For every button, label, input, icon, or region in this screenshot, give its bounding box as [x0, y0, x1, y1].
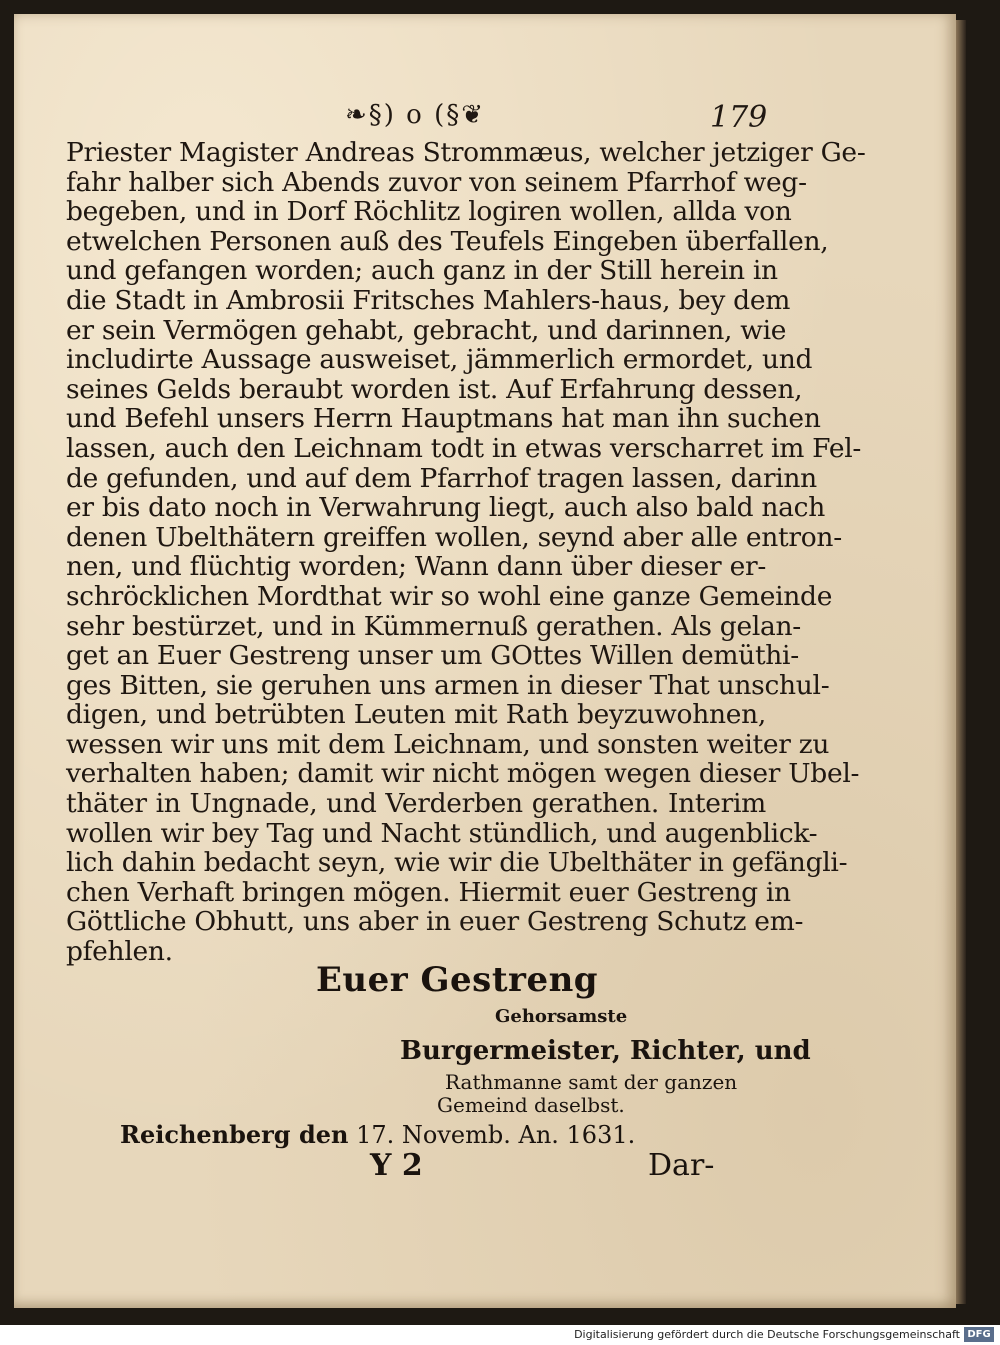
text-line: pfehlen.: [66, 936, 173, 968]
text-line: Priester Magister Andreas Strommæus, welcher jetziger Ge-: [66, 137, 866, 168]
text-line: schröcklichen Mordthat wir so wohl eine ganze Gemeinde: [66, 580, 833, 612]
closing-line-1: Gehorsamste: [495, 1006, 628, 1027]
text-line: seines Gelds beraubt worden ist. Auf Erfahrung dessen,: [66, 373, 803, 405]
text-line: verhalten haben; damit wir nicht mögen wegen dieser Ubel-: [66, 758, 860, 790]
closing-salutation: Euer Gestreng: [316, 960, 599, 1000]
text-line: includirte Aussage ausweiset, jämmerlich ermordet, und: [66, 344, 813, 376]
text-line: etwelchen Personen auß des Teufels Eingeben überfallen,: [66, 225, 829, 257]
text-line: begeben, und in Dorf Röchlitz logiren wollen, allda von: [66, 196, 792, 228]
text-line: er sein Vermögen gehabt, gebracht, und darinnen, wie: [66, 314, 787, 346]
text-line: thäter in Ungnade, und Verderben gerathen. Interim: [66, 788, 766, 820]
text-line: Göttliche Obhutt, uns aber in euer Gestreng Schutz em-: [66, 906, 804, 938]
text-line: sehr bestürzet, und in Kümmernuß gerathen. Als gelan-: [66, 610, 801, 642]
text-line: de gefunden, und auf dem Pfarrhof tragen lassen, darinn: [66, 462, 817, 494]
text-line: ges Bitten, sie geruhen uns armen in dieser That unschul-: [66, 669, 830, 701]
running-head: ❧§) o (§❦: [344, 100, 486, 130]
page-number: 179: [710, 100, 768, 135]
page-edge: [956, 20, 966, 1304]
text-line: fahr halber sich Abends zuvor von seinem Pfarrhof weg-: [66, 166, 807, 198]
closing-line-2: Burgermeister, Richter, und: [400, 1036, 811, 1066]
footer-bar: [0, 1325, 1000, 1345]
signature-mark: Y 2: [370, 1148, 423, 1183]
closing-line-4: Gemeind daselbst.: [437, 1093, 625, 1117]
text-line: und Befehl unsers Herrn Hauptmans hat man ihn suchen: [66, 403, 821, 435]
text-line: get an Euer Gestreng unser um GOttes Willen demüthi-: [66, 640, 799, 672]
text-line: und gefangen worden; auch ganz in der Still herein in: [66, 255, 778, 287]
text-line: lich dahin bedacht seyn, wie wir die Ubelthäter in gefängli-: [66, 847, 848, 879]
body-text: [66, 137, 866, 968]
date-line: [120, 1120, 635, 1149]
date-place: Reichenberg den: [120, 1120, 349, 1149]
text-line: die Stadt in Ambrosii Fritsches Mahlers-haus, bey dem: [66, 284, 791, 316]
text-line: wollen wir bey Tag und Nacht stündlich, und augenblick-: [66, 817, 818, 849]
text-line: lassen, auch den Leichnam todt in etwas verscharret im Fel-: [66, 432, 862, 464]
date-value: 17. Novemb. An. 1631.: [356, 1121, 636, 1149]
text-line: nen, und flüchtig worden; Wann dann über dieser er-: [66, 551, 766, 583]
text-line: chen Verhaft bringen mögen. Hiermit euer Gestreng in: [66, 876, 791, 908]
catchword: Dar-: [648, 1148, 715, 1183]
dfg-logo-icon: DFG: [964, 1327, 994, 1342]
text-line: wessen wir uns mit dem Leichnam, und sonsten weiter zu: [66, 728, 830, 760]
footer-credit: Digitalisierung gefördert durch die Deutsche Forschungsgemeinschaft: [574, 1328, 960, 1341]
text-line: er bis dato noch in Verwahrung liegt, auch also bald nach: [66, 492, 825, 524]
text-line: denen Ubelthätern greiffen wollen, seynd aber alle entron-: [66, 521, 842, 553]
closing-line-3: Rathmanne samt der ganzen: [445, 1070, 738, 1094]
text-line: digen, und betrübten Leuten mit Rath beyzuwohnen,: [66, 699, 766, 731]
